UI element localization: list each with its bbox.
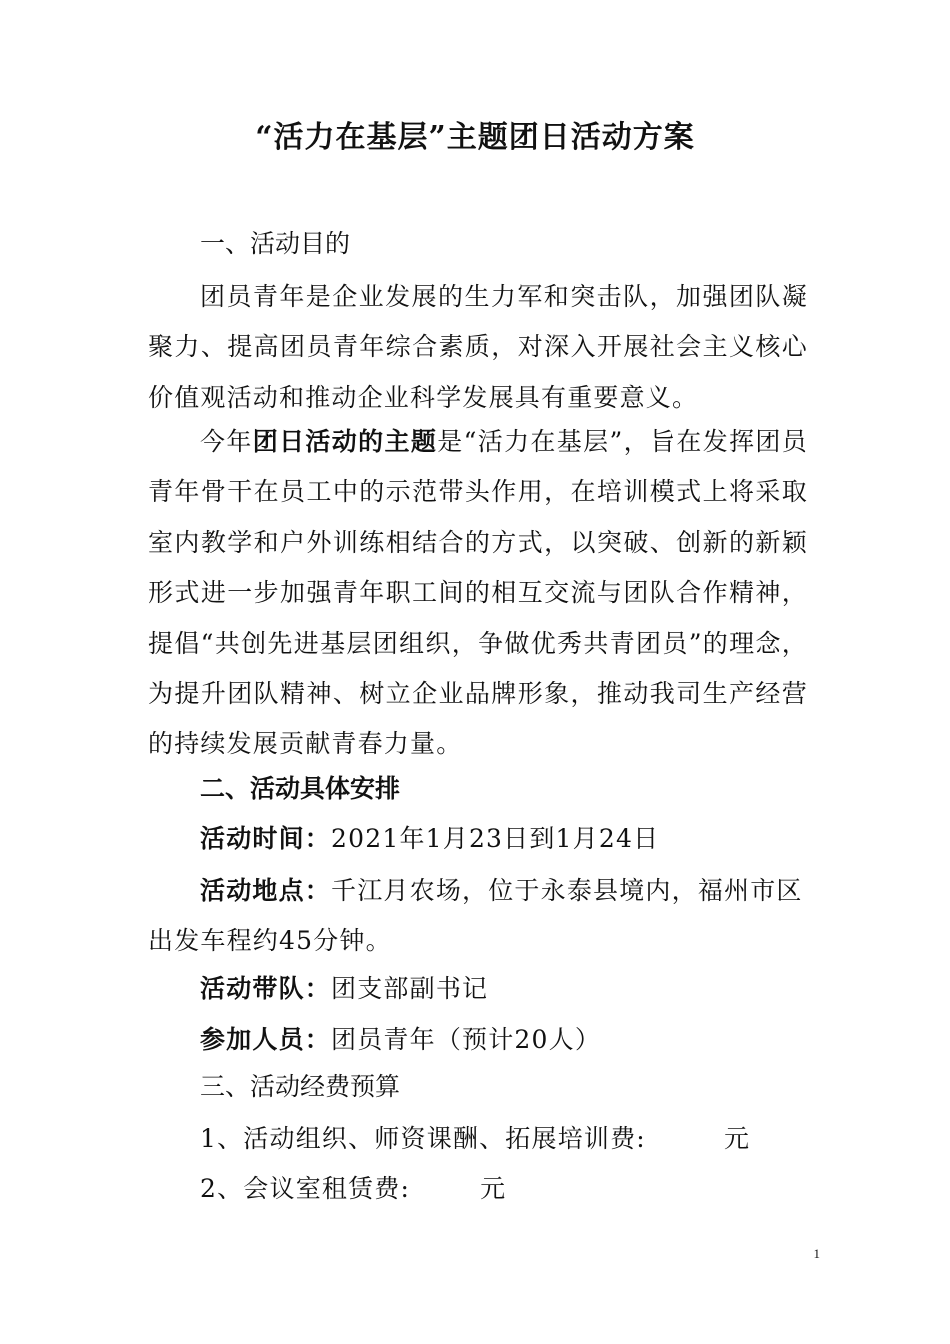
section-heading-purpose: 一、活动目的 <box>200 229 351 258</box>
page-number: 1 <box>813 1246 820 1261</box>
activity-time <box>148 814 808 864</box>
section-heading-budget: 三、活动经费预算 <box>200 1072 401 1101</box>
activity-leader-value: 团支部副书记 <box>331 974 489 1003</box>
budget-item-2 <box>200 1171 506 1207</box>
activity-time-value: 2021年1月23日到1月24日 <box>331 824 660 853</box>
activity-participants-value: 团员青年（预计20人） <box>331 1025 602 1054</box>
activity-place-label: 活动地点： <box>200 876 332 905</box>
budget-item-2-unit: 元 <box>480 1174 507 1203</box>
paragraph-theme-bold: 团日活动的主题 <box>252 427 438 456</box>
section-heading-arrangement: 二、活动具体安排 <box>200 774 401 803</box>
paragraph-purpose: 团员青年是企业发展的生力军和突击队，加强团队凝聚力、提高团员青年综合素质，对深入开展社会主义核心价值观活动和推动企业科学发展具有重要意义。 <box>148 282 808 412</box>
activity-participants-label: 参加人员： <box>200 1025 332 1054</box>
activity-place <box>148 866 808 967</box>
budget-item-1-unit: 元 <box>723 1124 751 1153</box>
activity-leader <box>148 964 808 1014</box>
activity-participants <box>148 1015 808 1065</box>
budget-item-2-label: 2、会议室租赁费: <box>200 1174 411 1203</box>
document-title: “活力在基层”主题团日活动方案 <box>255 120 695 155</box>
budget-item-1-label: 1、活动组织、师资课酬、拓展培训费: <box>200 1124 646 1153</box>
budget-item-1 <box>200 1121 750 1157</box>
paragraph-theme <box>148 417 808 770</box>
activity-time-label: 活动时间： <box>200 824 332 853</box>
paragraph-theme-rest: 是“活力在基层”，旨在发挥团员青年骨干在员工中的示范带头作用，在培训模式上将采取室内教学和户外训练相结合的方式，以突破、创新的新颖形式进一步加强青年职工间的相互交流与团队合作精神，提倡“共创先进基层团组织，争做优秀共青团员”的理念，为提升团队精神、树立企业品牌形象，推动我司生产经营的持续发展贡献青春力量。 <box>148 427 808 759</box>
activity-leader-label: 活动带队： <box>200 974 332 1003</box>
paragraph-theme-prefix: 今年 <box>200 427 253 456</box>
activity-place-value: 千江月农场，位于永泰县境内，福州市区出发车程约45分钟。 <box>148 876 803 956</box>
